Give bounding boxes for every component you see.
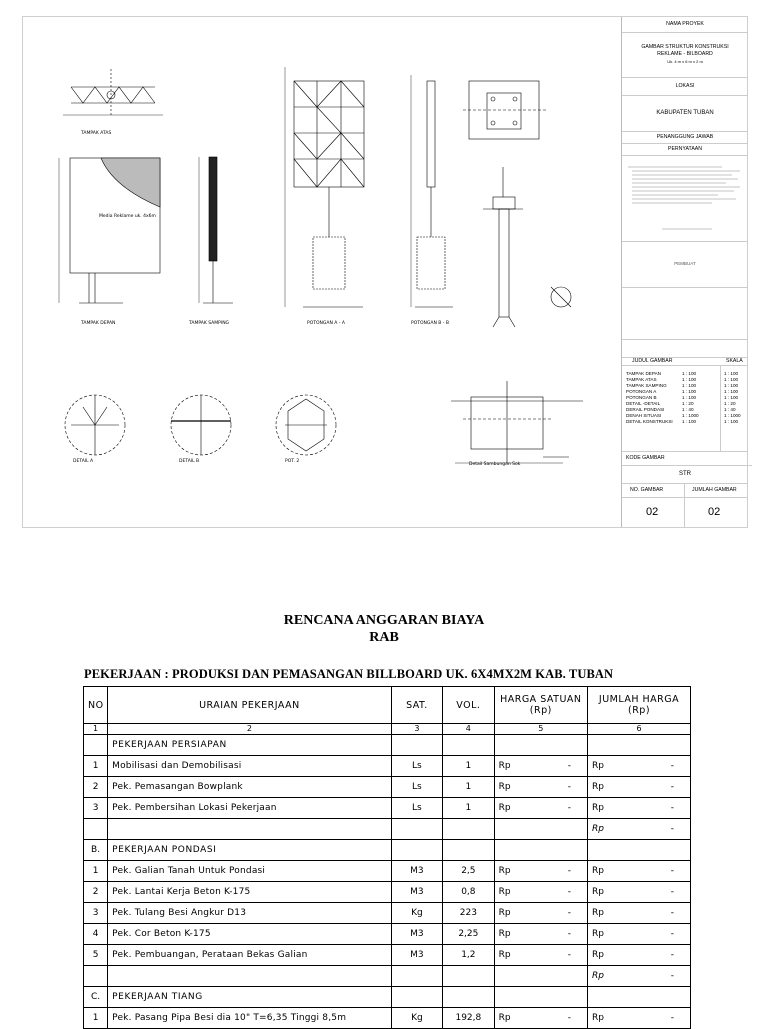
skala-label: SKALA bbox=[726, 358, 743, 364]
item-description: Pek. Galian Tanah Untuk Pondasi bbox=[108, 861, 392, 882]
drawing-scale-col: 1 : 100 bbox=[724, 377, 739, 382]
item-volume: 1 bbox=[443, 777, 494, 798]
item-unit-price-content bbox=[499, 803, 583, 813]
drawing-scale: 1 : 100 bbox=[682, 419, 697, 424]
drawing-scale-col: 1 : 40 bbox=[724, 407, 736, 412]
header-vol: VOL. bbox=[443, 687, 494, 724]
amount-value: - bbox=[567, 1013, 572, 1023]
doc-subtitle: RAB bbox=[369, 630, 399, 645]
drawing-scale-col: 1 : 20 bbox=[724, 401, 736, 406]
drawing-scale-col: 1 : 100 bbox=[724, 395, 739, 400]
drawing-scale: 1 : 100 bbox=[682, 395, 697, 400]
item-total-price-content bbox=[592, 1013, 686, 1023]
header-harga: HARGA SATUAN (Rp) bbox=[494, 687, 587, 724]
item-unit-price bbox=[494, 882, 587, 903]
colnum: 3 bbox=[391, 724, 442, 735]
currency-label: Rp bbox=[498, 887, 511, 897]
section-no bbox=[84, 735, 108, 756]
table-row bbox=[84, 903, 691, 924]
label-tampak-samping: TAMPAK SAMPING bbox=[189, 321, 230, 326]
drawing-scale: 1 : 20 bbox=[682, 401, 694, 406]
label-detail-b: DETAIL B bbox=[179, 459, 200, 464]
drawing-scale-col: 1 : 100 bbox=[724, 383, 739, 388]
amount-value: - bbox=[670, 929, 674, 939]
drawing-scale-col: 1 : 100 bbox=[724, 389, 739, 394]
item-description: Pek. Cor Beton K-175 bbox=[108, 924, 392, 945]
drawing-sheet bbox=[22, 16, 748, 528]
amount-value: - bbox=[670, 782, 674, 792]
empty-cell bbox=[391, 966, 442, 987]
currency-label: Rp bbox=[592, 1013, 604, 1023]
amount-value: - bbox=[670, 803, 674, 813]
empty-cell bbox=[494, 966, 587, 987]
project-block bbox=[622, 32, 748, 78]
kode-gambar-label: KODE GAMBAR bbox=[622, 451, 752, 466]
item-description: Pek. Pemasangan Bowplank bbox=[108, 777, 392, 798]
item-total-price bbox=[588, 924, 691, 945]
item-description: Pek. Tulang Besi Angkur D13 bbox=[108, 903, 392, 924]
gambar-divider bbox=[684, 483, 685, 497]
item-unit-price bbox=[494, 1008, 587, 1029]
section-row bbox=[84, 987, 691, 1008]
section-title: PEKERJAAN PONDASI bbox=[108, 840, 392, 861]
drawing-scale: 1 : 1000 bbox=[682, 413, 699, 418]
item-total-price bbox=[588, 903, 691, 924]
item-unit-price-content bbox=[499, 866, 583, 876]
item-total-price-content bbox=[592, 866, 686, 876]
header-jumlah: JUMLAH HARGA (Rp) bbox=[588, 687, 691, 724]
empty-cell bbox=[443, 840, 494, 861]
item-total-price-content bbox=[592, 782, 686, 792]
currency-label: Rp bbox=[498, 761, 511, 771]
drawing-scale: 1 : 40 bbox=[682, 407, 694, 412]
drawing-list bbox=[622, 365, 748, 452]
currency-label: Rp bbox=[592, 887, 604, 897]
item-no: 1 bbox=[84, 861, 108, 882]
item-unit: Kg bbox=[391, 1008, 442, 1029]
currency-label: Rp bbox=[592, 929, 604, 939]
project-dim: Uk. 4 m x 6 m x 2 m bbox=[667, 59, 703, 64]
table-row bbox=[84, 882, 691, 903]
work-title: PEKERJAAN : PRODUKSI DAN PEMASANGAN BILLBOARD UK. 6X4MX2M KAB. TUBAN bbox=[84, 667, 614, 681]
currency-label: Rp bbox=[592, 782, 604, 792]
item-unit: M3 bbox=[391, 882, 442, 903]
amount-value: - bbox=[670, 908, 674, 918]
table-row bbox=[84, 1008, 691, 1029]
item-description: Mobilisasi dan Demobilisasi bbox=[108, 756, 392, 777]
label-tampak-depan: TAMPAK DEPAN bbox=[81, 321, 116, 326]
penanggung-jawab-label: PENANGGUNG JAWAB bbox=[622, 131, 748, 144]
item-total-price bbox=[588, 777, 691, 798]
empty-cell bbox=[443, 987, 494, 1008]
drawing-name: DETAIL KONSTRUKSI bbox=[626, 419, 673, 424]
rab-table-body bbox=[84, 735, 691, 1029]
nama-proyek-label: NAMA PROYEK bbox=[622, 17, 748, 33]
gambar-values bbox=[622, 497, 748, 527]
drawing-name: TAMPAK DEPAN bbox=[626, 371, 661, 376]
currency-label: Rp bbox=[592, 950, 604, 960]
item-total-price bbox=[588, 756, 691, 777]
drawing-scale: 1 : 100 bbox=[682, 377, 697, 382]
currency-label: Rp bbox=[592, 824, 604, 834]
item-unit-price-content bbox=[499, 929, 583, 939]
item-volume: 1 bbox=[443, 756, 494, 777]
table-row bbox=[84, 924, 691, 945]
currency-label: Rp bbox=[498, 950, 511, 960]
amount-value: - bbox=[670, 971, 674, 981]
item-unit: M3 bbox=[391, 924, 442, 945]
empty-cell bbox=[391, 987, 442, 1008]
amount-value: - bbox=[567, 866, 572, 876]
drawing-list-item bbox=[622, 419, 748, 425]
subtotal-amount-content bbox=[592, 971, 686, 981]
table-header-row bbox=[84, 687, 691, 724]
label-detail-a: DETAIL A bbox=[73, 459, 94, 464]
empty-cell bbox=[391, 840, 442, 861]
project-title: GAMBAR STRUKTUR KONSTRUKSI bbox=[641, 44, 729, 50]
item-total-price-content bbox=[592, 761, 686, 771]
amount-value: - bbox=[567, 782, 572, 792]
amount-value: - bbox=[567, 950, 572, 960]
lokasi-value: KABUPATEN TUBAN bbox=[622, 95, 748, 132]
kode-gambar-value: STR bbox=[622, 465, 748, 484]
currency-label: Rp bbox=[498, 782, 511, 792]
currency-label: Rp bbox=[592, 908, 604, 918]
item-total-price bbox=[588, 945, 691, 966]
item-unit-price-content bbox=[499, 782, 583, 792]
subtotal-row bbox=[84, 966, 691, 987]
subtotal-amount bbox=[588, 819, 691, 840]
drawing-name: TAMPAK ATAS bbox=[626, 377, 657, 382]
drawing-scale-col: 1 : 1000 bbox=[724, 413, 741, 418]
signature-area-2 bbox=[622, 339, 748, 358]
item-unit: M3 bbox=[391, 861, 442, 882]
item-unit-price-content bbox=[499, 761, 583, 771]
item-volume: 1,2 bbox=[443, 945, 494, 966]
drawing-name: DERAIL PONDASI bbox=[626, 407, 665, 412]
empty-cell bbox=[443, 819, 494, 840]
colnum: 1 bbox=[84, 724, 108, 735]
colnum: 6 bbox=[588, 724, 691, 735]
currency-label: Rp bbox=[592, 803, 604, 813]
empty-cell bbox=[494, 840, 587, 861]
item-unit-price bbox=[494, 861, 587, 882]
lokasi-label: LOKASI bbox=[622, 78, 748, 96]
item-unit-price-content bbox=[499, 908, 583, 918]
item-unit-price bbox=[494, 945, 587, 966]
amount-value: - bbox=[567, 908, 572, 918]
drawing-name: DETAIL -DETAIL bbox=[626, 401, 661, 406]
item-total-price-content bbox=[592, 908, 686, 918]
item-volume: 1 bbox=[443, 798, 494, 819]
signature-area bbox=[622, 287, 748, 340]
rab-table bbox=[83, 686, 691, 1029]
drawing-scale-col: 1 : 100 bbox=[724, 371, 739, 376]
item-total-price-content bbox=[592, 950, 686, 960]
drawing-name: POTONGAN A bbox=[626, 389, 657, 394]
section-row bbox=[84, 840, 691, 861]
item-unit-price bbox=[494, 924, 587, 945]
empty-cell bbox=[391, 735, 442, 756]
section-title: PEKERJAAN PERSIAPAN bbox=[108, 735, 392, 756]
item-volume: 2,25 bbox=[443, 924, 494, 945]
item-volume: 0,8 bbox=[443, 882, 494, 903]
item-description: Pek. Pasang Pipa Besi dia 10" T=6,35 Tinggi 8,5m bbox=[108, 1008, 392, 1029]
item-unit: M3 bbox=[391, 945, 442, 966]
label-detail-sambungan: Detail Sambungan Sok bbox=[469, 462, 521, 467]
empty-cell bbox=[443, 735, 494, 756]
amount-value: - bbox=[670, 866, 674, 876]
item-total-price-content bbox=[592, 803, 686, 813]
amount-value: - bbox=[670, 950, 674, 960]
project-subtitle: REKLAME - BILBOARD bbox=[657, 51, 713, 57]
item-total-price bbox=[588, 798, 691, 819]
empty-cell bbox=[494, 735, 587, 756]
table-row bbox=[84, 945, 691, 966]
column-number-row bbox=[84, 724, 691, 735]
empty-cell bbox=[108, 966, 392, 987]
jumlah-gambar-label: JUMLAH GAMBAR bbox=[692, 487, 737, 493]
item-unit-price bbox=[494, 903, 587, 924]
section-row bbox=[84, 735, 691, 756]
label-pot-2: POT. 2 bbox=[285, 459, 300, 464]
gambar-values-divider bbox=[684, 497, 685, 527]
header-sat: SAT. bbox=[391, 687, 442, 724]
item-volume: 2,5 bbox=[443, 861, 494, 882]
item-description: Pek. Lantai Kerja Beton K-175 bbox=[108, 882, 392, 903]
no-gambar-label: NO. GAMBAR bbox=[630, 487, 664, 493]
pernyataan-label: PERNYATAAN bbox=[622, 143, 748, 156]
subtotal-amount bbox=[588, 966, 691, 987]
drawing-scale: 1 : 100 bbox=[682, 383, 697, 388]
no-gambar-value: 02 bbox=[646, 506, 659, 518]
drawing-name: DENAH SITUASI bbox=[626, 413, 662, 418]
drawing-name: POTONGAN B bbox=[626, 395, 657, 400]
doc-title: RENCANA ANGGARAN BIAYA bbox=[283, 613, 485, 628]
currency-label: Rp bbox=[498, 866, 511, 876]
amount-value: - bbox=[670, 824, 674, 834]
structural-drawing bbox=[23, 17, 621, 527]
item-no: 1 bbox=[84, 1008, 108, 1029]
item-description: Pek. Pembuangan, Perataan Bekas Galian bbox=[108, 945, 392, 966]
currency-label: Rp bbox=[592, 761, 604, 771]
item-no: 2 bbox=[84, 882, 108, 903]
label-media: Media Reklame uk. 4x6m bbox=[99, 214, 156, 219]
amount-value: - bbox=[567, 887, 572, 897]
item-no: 4 bbox=[84, 924, 108, 945]
table-row bbox=[84, 756, 691, 777]
item-total-price bbox=[588, 1008, 691, 1029]
item-description: Pek. Pembersihan Lokasi Pekerjaan bbox=[108, 798, 392, 819]
subtotal-row bbox=[84, 819, 691, 840]
item-no: 5 bbox=[84, 945, 108, 966]
section-no: C. bbox=[84, 987, 108, 1008]
currency-label: Rp bbox=[592, 866, 604, 876]
amount-value: - bbox=[670, 761, 674, 771]
drawing-name: TAMPAK SAMPING bbox=[626, 383, 667, 388]
table-row bbox=[84, 861, 691, 882]
item-total-price-content bbox=[592, 887, 686, 897]
item-unit-price bbox=[494, 798, 587, 819]
item-unit: Ls bbox=[391, 756, 442, 777]
section-title: PEKERJAAN TIANG bbox=[108, 987, 392, 1008]
label-potongan-a: POTONGAN A - A bbox=[307, 321, 345, 326]
currency-label: Rp bbox=[498, 1013, 511, 1023]
item-unit: Ls bbox=[391, 777, 442, 798]
header-uraian: URAIAN PEKERJAAN bbox=[108, 687, 392, 724]
item-no: 3 bbox=[84, 903, 108, 924]
gambar-labels bbox=[622, 483, 748, 498]
empty-cell bbox=[443, 966, 494, 987]
empty-cell bbox=[391, 819, 442, 840]
colnum: 5 bbox=[494, 724, 587, 735]
empty-cell bbox=[588, 735, 691, 756]
item-unit-price bbox=[494, 756, 587, 777]
subtotal-amount-content bbox=[592, 824, 686, 834]
drawing-list-items bbox=[622, 365, 748, 425]
amount-value: - bbox=[670, 1013, 674, 1023]
label-potongan-b: POTONGAN B - B bbox=[411, 321, 449, 326]
drawing-scale: 1 : 100 bbox=[682, 371, 697, 376]
header-no: NO bbox=[84, 687, 108, 724]
colnum: 2 bbox=[108, 724, 392, 735]
amount-value: - bbox=[567, 803, 572, 813]
item-total-price bbox=[588, 861, 691, 882]
item-total-price bbox=[588, 882, 691, 903]
item-unit-price-content bbox=[499, 887, 583, 897]
currency-label: Rp bbox=[498, 908, 511, 918]
table-row bbox=[84, 777, 691, 798]
empty-cell bbox=[84, 966, 108, 987]
item-unit-price-content bbox=[499, 1013, 583, 1023]
amount-value: - bbox=[670, 887, 674, 897]
title-block bbox=[621, 17, 748, 527]
empty-cell bbox=[588, 840, 691, 861]
item-unit: Kg bbox=[391, 903, 442, 924]
jumlah-gambar-value: 02 bbox=[708, 506, 721, 518]
label-tampak-atas: TAMPAK ATAS bbox=[81, 131, 112, 136]
item-total-price-content bbox=[592, 929, 686, 939]
pembuat-label: PEMBUAT bbox=[622, 241, 748, 288]
currency-label: Rp bbox=[592, 971, 604, 981]
drawing-scale: 1 : 100 bbox=[682, 389, 697, 394]
item-unit-price-content bbox=[499, 950, 583, 960]
amount-value: - bbox=[567, 761, 572, 771]
empty-cell bbox=[588, 987, 691, 1008]
item-no: 1 bbox=[84, 756, 108, 777]
amount-value: - bbox=[567, 929, 572, 939]
pernyataan-text-lines bbox=[622, 155, 748, 241]
currency-label: Rp bbox=[498, 803, 511, 813]
item-volume: 192,8 bbox=[443, 1008, 494, 1029]
pernyataan-text-area bbox=[622, 155, 748, 242]
empty-cell bbox=[84, 819, 108, 840]
item-unit: Ls bbox=[391, 798, 442, 819]
drawing-scale-col: 1 : 100 bbox=[724, 419, 739, 424]
currency-label: Rp bbox=[498, 929, 511, 939]
section-no: B. bbox=[84, 840, 108, 861]
item-no: 3 bbox=[84, 798, 108, 819]
table-row bbox=[84, 798, 691, 819]
judul-gambar-label: JUDUL GAMBAR bbox=[632, 358, 673, 364]
item-volume: 223 bbox=[443, 903, 494, 924]
empty-cell bbox=[494, 987, 587, 1008]
item-no: 2 bbox=[84, 777, 108, 798]
empty-cell bbox=[108, 819, 392, 840]
colnum: 4 bbox=[443, 724, 494, 735]
item-unit-price bbox=[494, 777, 587, 798]
empty-cell bbox=[494, 819, 587, 840]
